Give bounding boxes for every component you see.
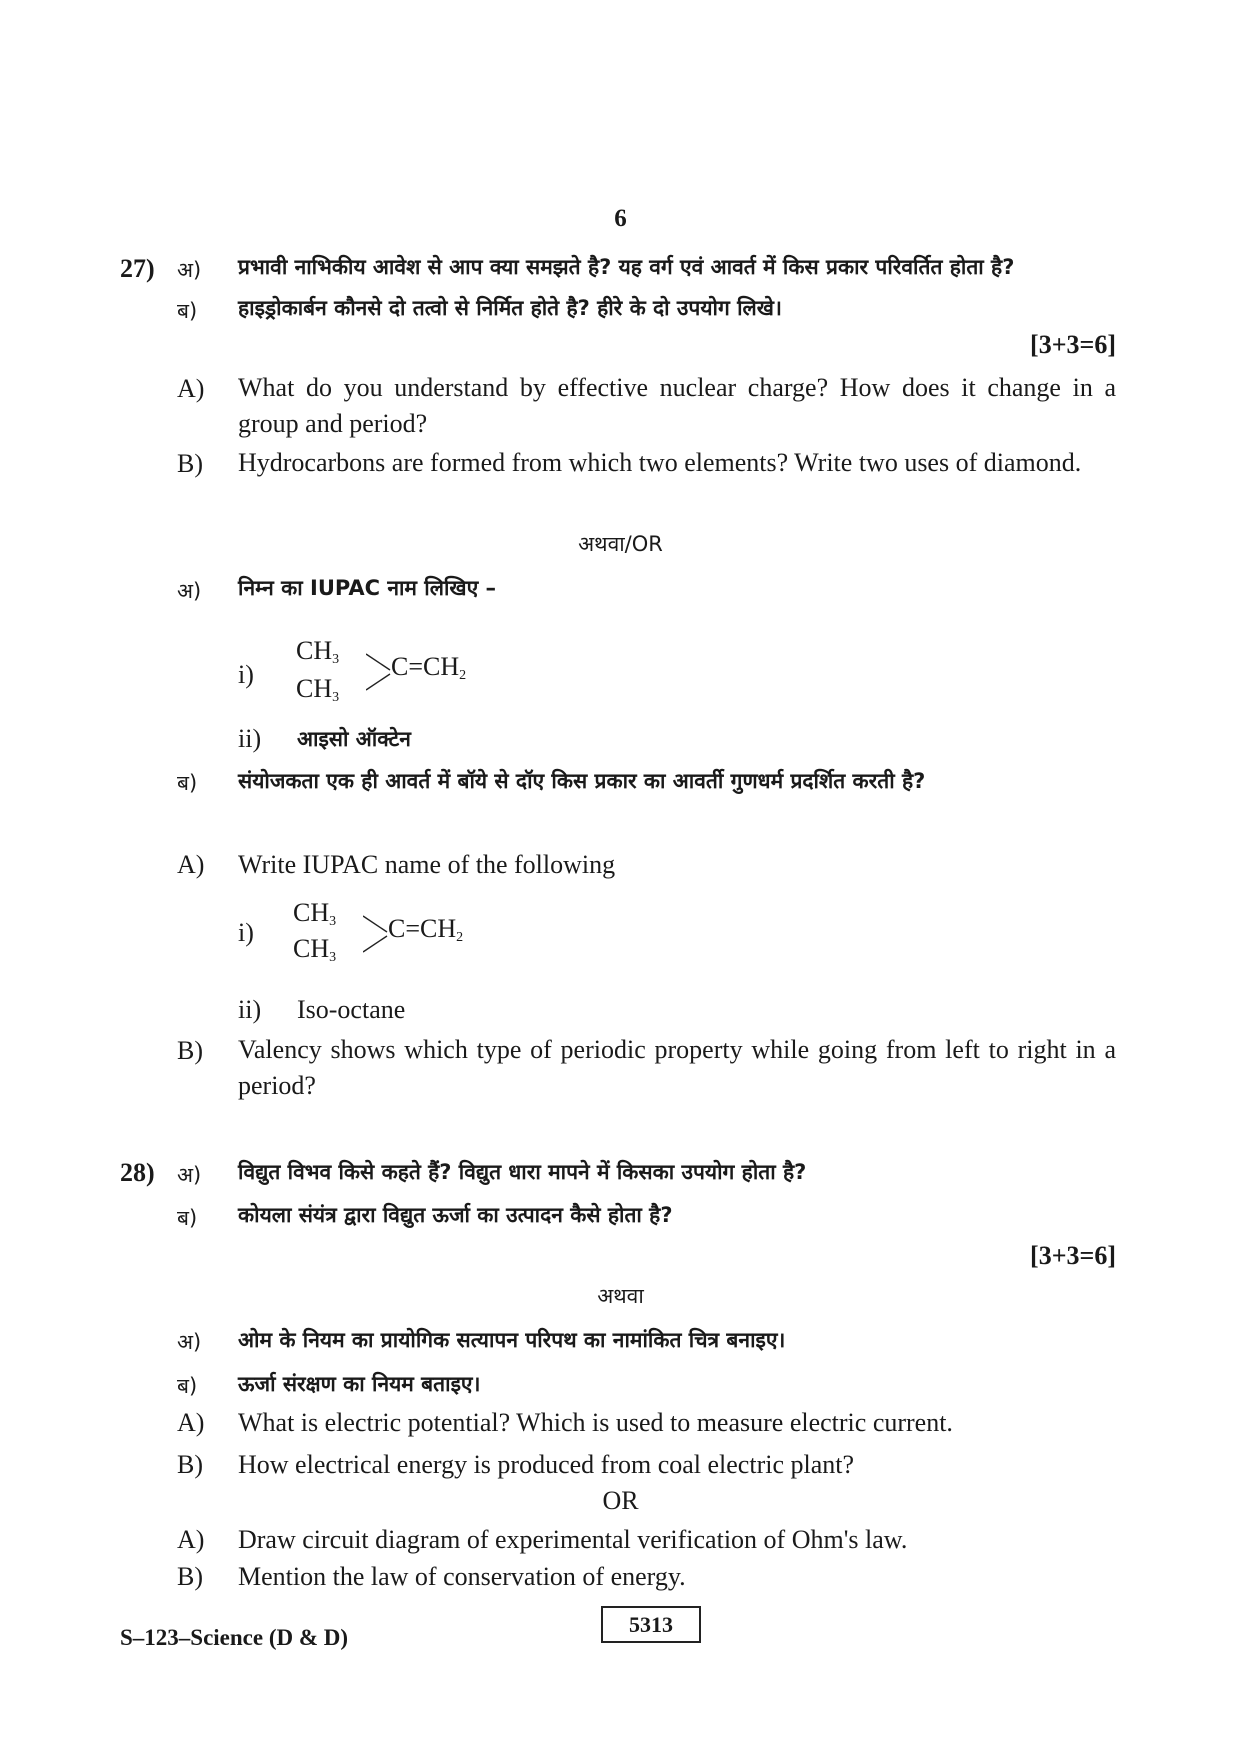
q28-or-hi: अथवा bbox=[597, 1284, 644, 1308]
q27-alt-en-sub-i: i) bbox=[238, 918, 254, 947]
chemical-formula-english bbox=[293, 898, 493, 974]
q28-alt-en-b-label: B) bbox=[177, 1562, 203, 1591]
q28-hi-b-label: ब) bbox=[177, 1206, 198, 1230]
q27-alt-hi-ii-text: आइसो ऑक्टेन bbox=[297, 727, 411, 751]
q27-or-label: अथवा/OR bbox=[578, 532, 663, 556]
q28-en-b-label: B) bbox=[177, 1450, 203, 1479]
q28-hi-a-text: विद्युत विभव किसे कहते हैं? विद्युत धारा मापने में किसका उपयोग होता है? bbox=[238, 1160, 807, 1184]
page-code-box: 5313 bbox=[601, 1606, 701, 1643]
q28-alt-en-a-text: Draw circuit diagram of experimental verification of Ohm's law. bbox=[238, 1525, 908, 1554]
formula-rhs: $C=CH_2$ bbox=[388, 914, 464, 945]
q28-hi-b-text: कोयला संयंत्र द्वारा विद्युत ऊर्जा का उत्पादन कैसे होता है? bbox=[238, 1203, 673, 1227]
q28-or-en: OR bbox=[602, 1486, 639, 1515]
q28-en-a-text: What is electric potential? Which is used to measure electric current. bbox=[238, 1408, 953, 1437]
q27-hi-a-label: अ) bbox=[177, 258, 202, 282]
q27-en-b-text: Hydrocarbons are formed from which two elements? Write two uses of diamond. bbox=[238, 448, 1082, 477]
formula-bond-lines bbox=[363, 912, 389, 956]
q27-hi-b-label: ब) bbox=[177, 299, 198, 323]
question-28-number: 28) bbox=[120, 1158, 155, 1187]
q28-en-a-label: A) bbox=[177, 1408, 205, 1437]
q27-alt-en-sub-ii: ii) bbox=[238, 995, 262, 1024]
q28-hi-a-label: अ) bbox=[177, 1163, 202, 1187]
q28-or-divider bbox=[0, 1282, 1241, 1310]
q27-en-b-label: B) bbox=[177, 449, 203, 478]
q28-alt-hi-b-label: ब) bbox=[177, 1374, 198, 1398]
q27-en-a-label: A) bbox=[177, 374, 205, 403]
q27-en-a-text: What do you understand by effective nuclear charge? How does it change in a group and period? bbox=[238, 373, 1116, 438]
chemical-formula-hindi bbox=[296, 636, 496, 712]
q28-alt-hi-a-label: अ) bbox=[177, 1330, 202, 1354]
q27-hi-b-text: हाइड्रोकार्बन कौनसे दो तत्वो से निर्मित होते है? हीरे के दो उपयोग लिखे। bbox=[238, 296, 782, 320]
q27-alt-en-a-text: Write IUPAC name of the following bbox=[238, 850, 616, 879]
q27-alt-hi-b-label: ब) bbox=[177, 771, 198, 795]
q28-alt-en-b-text: Mention the law of conservation of energy. bbox=[238, 1562, 686, 1591]
paper-code: S–123–Science (D & D) bbox=[120, 1625, 349, 1650]
page-number: 6 bbox=[614, 205, 627, 232]
formula-bond-lines bbox=[366, 650, 392, 694]
q27-alt-en-ii-text: Iso-octane bbox=[297, 995, 406, 1024]
q27-alt-hi-sub-i: i) bbox=[238, 660, 254, 689]
formula-ch3-top: $CH_3$ bbox=[293, 898, 337, 929]
q28-en-b-text: How electrical energy is produced from coal electric plant? bbox=[238, 1450, 855, 1479]
q28-alt-hi-b-text: ऊर्जा संरक्षण का नियम बताइए। bbox=[238, 1372, 481, 1396]
q27-hi-a-text: प्रभावी नाभिकीय आवेश से आप क्या समझते है? यह वर्ग एवं आवर्त में किस प्रकार परिवर्तित होता है? bbox=[238, 255, 1015, 279]
q27-alt-en-a-label: A) bbox=[177, 850, 205, 879]
q27-alt-hi-a-label: अ) bbox=[177, 579, 202, 603]
q27-alt-en-b-label: B) bbox=[177, 1036, 203, 1065]
q27-marks: [3+3=6] bbox=[1030, 330, 1116, 359]
q28-alt-hi-a-text: ओम के नियम का प्रायोगिक सत्यापन परिपथ का नामांकित चित्र बनाइए। bbox=[238, 1328, 786, 1352]
formula-rhs: $C=CH_2$ bbox=[391, 652, 467, 683]
q27-alt-en-b-text: Valency shows which type of periodic property while going from left to right in a period? bbox=[238, 1035, 1116, 1100]
formula-ch3-top: $CH_3$ bbox=[296, 636, 340, 667]
q27-or-divider bbox=[0, 530, 1241, 558]
formula-ch3-bottom: $CH_3$ bbox=[293, 934, 337, 965]
formula-ch3-bottom: $CH_3$ bbox=[296, 674, 340, 705]
q28-alt-en-a-label: A) bbox=[177, 1525, 205, 1554]
question-27-number: 27) bbox=[120, 254, 155, 283]
q27-alt-hi-sub-ii: ii) bbox=[238, 724, 262, 753]
q28-marks: [3+3=6] bbox=[1030, 1241, 1116, 1270]
q27-alt-hi-b-text: संयोजकता एक ही आवर्त में बॉये से दॉए किस प्रकार का आवर्ती गुणधर्म प्रदर्शित करती है? bbox=[238, 769, 926, 793]
q27-alt-hi-a-text: निम्न का IUPAC नाम लिखिए – bbox=[238, 576, 496, 600]
